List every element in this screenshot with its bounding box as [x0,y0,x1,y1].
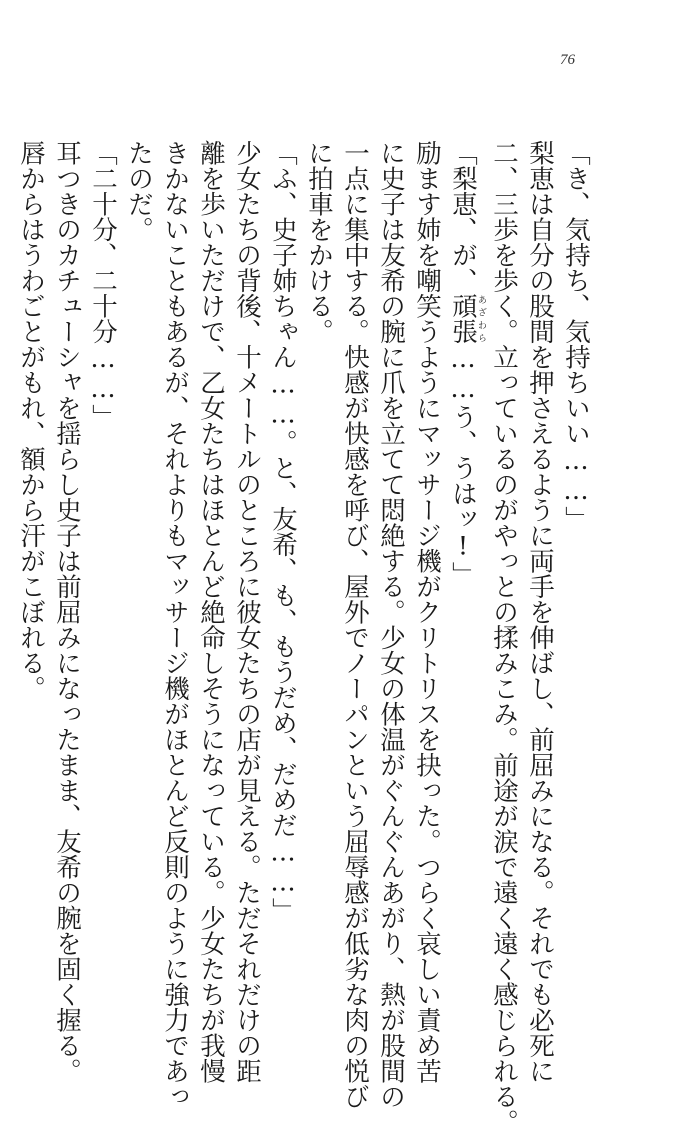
text-line-4 [445,140,486,980]
text-line-13: たのだ。 [124,140,154,242]
text-line-8: に拍車をかける。 [304,140,334,344]
text-line-6: に史子は友希の腕に爪を立てて悶絶する。少女の体温がぐんぐんあがり、熱が股間の [376,140,406,1109]
text-line-11: 離を歩いただけで、乙女たちはほとんど絶命しそうになっている。少女たちが我慢 [196,140,226,1084]
body-text [16,140,594,1135]
text-line-4-end: ……う、うはッ!」 [448,344,478,587]
ruby-reading: あざわら [476,293,486,344]
text-line-16: 唇からはうわごとがもれ、額から汗がこぼれる。 [16,140,46,701]
text-line-9: 「ふ、史子姉ちゃん……。と、友希、も、もうだめ、だめだ……」 [268,140,298,923]
text-line-4-start: 「梨恵、が、 [448,140,478,293]
page-number: 76 [560,52,575,68]
text-line-14: 「二十分、二十分……」 [88,140,118,430]
text-line-10: 少女たちの背後、十メートルのところに彼女たちの店が見える。ただそれだけの距 [232,140,262,1084]
text-line-2: 梨恵は自分の股間を押さえるように両手を伸ばし、前屈みになる。それでも必死に [525,140,555,1084]
ruby-base: 頑張 [448,293,478,344]
text-line-1: 「き、気持ち、気持ちいい……」 [561,140,591,532]
text-line-12: きかないこともあるが、それよりもマッサージ機がほとんど反則のように強力であっ [160,140,190,1109]
text-line-3: 二、三歩を歩く。立っているのがやっとの揉みこみ。前途が涙で遠く遠く感じられる。 [489,140,519,1135]
text-line-15: 耳つきのカチューシャを揺らし史子は前屈みになったまま、友希の腕を固く握る。 [52,140,82,1084]
text-line-7: 一点に集中する。快感が快感を呼び、屋外でノーパンという屈辱感が低劣な肉の悦び [340,140,370,1109]
text-line-5: 励ます姉を嘲笑うようにマッサージ機がクリトリスを抉った。つらく哀しい責め苦 [412,140,442,1084]
ruby-annotation [448,293,486,344]
